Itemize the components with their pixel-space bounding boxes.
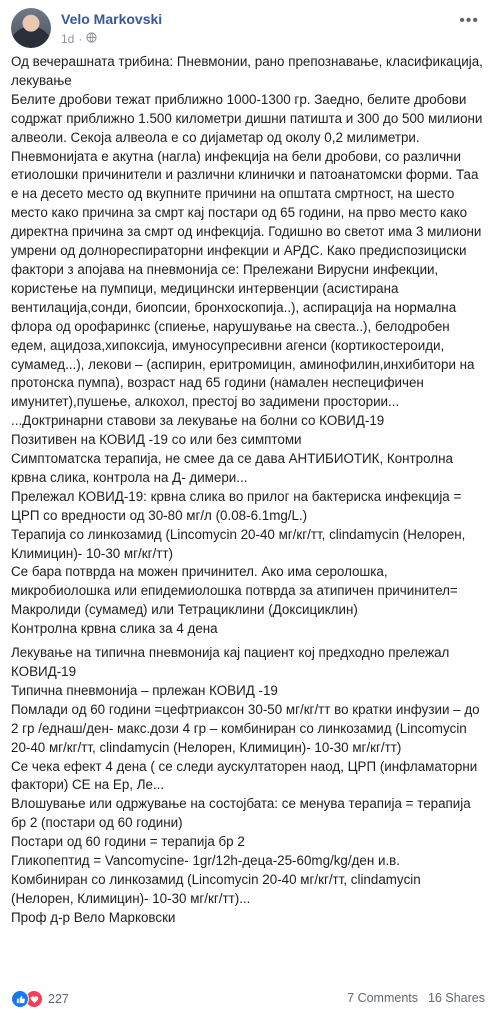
post-paragraph: Гликопептид = Vancomycine- 1gr/12h-деца-25-60mg/kg/ден и.в. (11, 853, 401, 869)
post-paragraph: Белите дробови тежат приближно 1000-1300 гр. Заедно, белите дробови содржат приближно 1.500 километри дишни патишта и 300 до 500 милиони алвеоли. Секоја алвеола е со дијаметар од околу 0,2 милиметри. (11, 91, 483, 145)
post-paragraph: Од вечерашната трибина: Пневмонии, рано препознавање, класификација, лекување (11, 54, 483, 88)
post-paragraph: Помлади од 60 години =цефтриаксон 30-50 мг/кг/тт во кратки инфузии – до 2 гр /еднаш/ден- макс.дози 4 гр – комбиниран со линкозамид (Lincomycin 20-40 мг/кг/тт, clindamycin (Нелорен, Климицин)- 10-30 мг/кг/тт) (11, 701, 480, 755)
post-meta: 1d · (61, 32, 97, 46)
post-paragraph: Типична пневмонија – прлежан КОВИД -19 (11, 682, 278, 698)
comments-count[interactable]: 7 Comments (347, 991, 419, 1005)
post-paragraph: Пневмонијата е акутна (нагла) инфекција на бели дробови, со различни етиолошки причинители и различни клинички и патоанатомски форми. Таа е на десето место од вкупните причини на општата смртност, на шесто место како причина за смрт кај постари од 65 години, на прво место како директна причина за смрт од инфекција. Годишно во светот има 3 милиони умрени од долнореспираторни инфекции и АРДС. Како предиспозициски фактори з апојава на пневмонија се: Прележани Вирусни инфекции, користење на пумпици, медицински интервенции (асистирана вентилација,сонди, биопсии, бронхоскопија..), аспирација на нормална флора од орофаринкс (спиење, нарушување на свеста..), белодробен едем, ацидоза,хипоксија, имуносупресивни агенси (кортикостероиди, сумамед...), лекови – (аспирин, еритромицин, аминофилин,инхибитори на протонска пумпа), возраст над 65 години (намален неспецифичен имунитет),пушење, алкохол, престој во задимени простории... (11, 148, 482, 410)
post-paragraph: Контролна крвна слика за 4 дена (11, 621, 218, 637)
more-options-icon[interactable]: ••• (459, 12, 479, 29)
reaction-count: 227 (48, 992, 69, 1006)
post-footer (11, 989, 485, 1011)
post-paragraph: Проф д-р Вело Марковски (11, 909, 176, 925)
post-paragraph: Прележал КОВИД-19: крвна слика во прилог на бактериска инфекција = ЦРП со вредности од 30-80 мг/л (0.08-6.1mg/L.) (11, 488, 462, 523)
post-paragraph: Лекување на типична пневмонија кај пациент кој предходно прележал КОВИД-19 (11, 645, 450, 679)
post-body (11, 53, 485, 928)
reactions-summary[interactable] (11, 990, 69, 1008)
globe-icon (86, 32, 97, 46)
like-icon (11, 990, 29, 1008)
post-paragraph: Се бара потврда на можен причинител. Ако има серолошка, микробиолошка или епидемиолошка потврда за атипичен причинител= Макролиди (сумамед) или Тетрациклини (Доксициклин) (11, 564, 458, 618)
post-paragraph: Терапија со линкозамид (Lincomycin 20-40 мг/кг/тт, clindamycin (Нелорен, Климицин)- 10-30 мг/кг/тт) (11, 526, 466, 561)
post-paragraph: Се чека ефект 4 дена ( се следи аускултаторен наод, ЦРП (инфламаторни фактори) СЕ на Ер, Ле... (11, 758, 478, 793)
post-paragraph: Позитивен на КОВИД -19 со или без симптоми (11, 432, 302, 448)
author-name[interactable]: Velo Markovski (61, 11, 163, 27)
post-paragraph: Симптоматска терапија, не смее да се дава АНТИБИОТИК, Контролна крвна слика, контрола на Д- димери... (11, 451, 453, 485)
avatar[interactable] (11, 8, 51, 48)
post-stats (347, 991, 485, 1005)
shares-count[interactable]: 16 Shares (428, 991, 485, 1005)
post-paragraph: ...Доктринарни ставови за лекување на болни со КОВИД-19 (11, 413, 385, 429)
post-paragraph: Комбиниран со линкозамид (Lincomycin 20-40 мг/кг/тт, clindamycin (Нелорен, Климицин)- 10-30 мг/кг/тт)... (11, 871, 421, 906)
post-time[interactable]: 1d (61, 32, 75, 46)
post-paragraph: Влошување или одржување на состојбата: се менува терапија = терапија бр 2 (постари од 60 години) (11, 796, 471, 831)
post-paragraph: Постари од 60 години = терапија бр 2 (11, 834, 245, 850)
post-header (11, 8, 485, 48)
